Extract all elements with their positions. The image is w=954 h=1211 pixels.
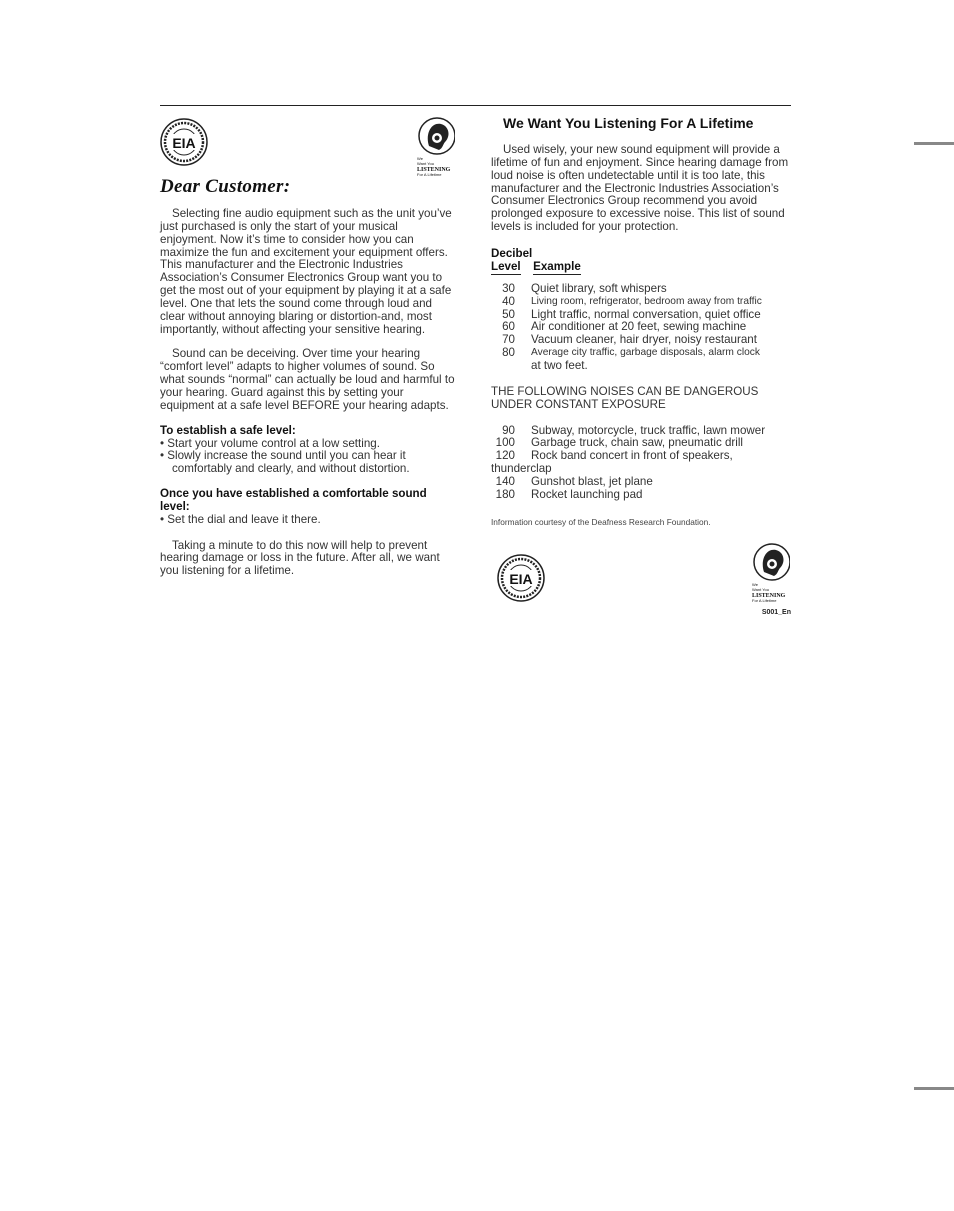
credit-note: Information courtesy of the Deafness Research Foundation. [491,516,711,527]
table-row: 100 Garbage truck, chain saw, pneumatic drill [495,436,744,450]
svg-text:EIA: EIA [509,571,533,587]
table-row: 120 Rock band concert in front of speakers, [495,449,733,463]
paragraph-deceiving: Sound can be deceiving. Over time your hearing “comfort level” adapts to higher volumes of sound. So what sounds “normal” can actually be loud and harmful to your hearing. Guard against this by setting your equipment at a safe level BEFORE your hearing adapts. [160,347,455,412]
svg-text:Want You: Want You [752,587,769,592]
established-bullet: • Set the dial and leave it there. [160,512,321,526]
svg-text:We: We [752,582,758,587]
document-code: S001_En [761,609,791,616]
svg-text:For A Lifetime: For A Lifetime [417,172,442,177]
table-row: 80 Average city traffic, garbage disposals, alarm clock [502,346,760,360]
danger-heading: THE FOLLOWING NOISES CAN BE DANGEROUS UNDER CONSTANT EXPOSURE [491,384,759,411]
table-row-continuation: at two feet. [531,358,588,372]
table-row: 140 Gunshot blast, jet plane [495,474,653,488]
svg-text:We: We [417,156,423,161]
paragraph-closing: Taking a minute to do this now will help to prevent hearing damage or loss in the future. After all, we want you listening for a lifetime. [160,538,440,578]
table-row: 180 Rocket launching pad [495,487,643,501]
svg-text:Want You: Want You [417,161,434,166]
table-row: 40 Living room, refrigerator, bedroom away from traffic [502,294,762,308]
level-header: Level [491,259,521,273]
established-heading: Once you have established a comfortable sound level: [160,487,427,513]
edge-mark-top [914,142,954,145]
svg-text:EIA: EIA [172,135,196,151]
top-rule [160,105,791,106]
example-header: Example [533,259,581,273]
salutation: Dear Customer: [160,176,291,197]
decibel-table-header [491,247,791,273]
svg-text:LISTENING: LISTENING [417,167,451,173]
danger-levels-list [491,425,791,502]
intro-paragraph: Used wisely, your new sound equipment will provide a lifetime of fun and enjoyment. Since hearing damage from loud noise is often undetectable until it is too late, this manufacturer and the Electronic Industries Association’s Consumer Electronics Group recommend you avoid prolonged exposure to excessive noise. This list of sound levels is included for your protection. [491,143,789,234]
safe-levels-list [491,283,791,373]
table-row: 50 Light traffic, normal conversation, quiet office [502,307,761,321]
listening-logo [415,116,455,178]
listening-logo [750,542,790,604]
decibel-header: Decibel [491,246,533,260]
edge-mark-bottom [914,1087,954,1090]
safe-level-bullet-2: • Slowly increase the sound until you can hear it comfortably and clearly, and without distortion. [160,449,410,476]
eia-logo [497,552,545,604]
table-row: 30 Quiet library, soft whispers [502,281,667,295]
table-row-continuation: thunderclap [491,462,552,476]
safe-level-heading: To establish a safe level: [160,423,296,437]
svg-text:For A Lifetime: For A Lifetime [752,598,777,603]
svg-text:LISTENING: LISTENING [752,593,786,599]
table-row: 70 Vacuum cleaner, hair dryer, noisy restaurant [502,333,757,347]
safe-level-bullet-1: • Start your volume control at a low setting. [160,436,380,450]
table-row: 60 Air conditioner at 20 feet, sewing machine [502,320,747,334]
table-row: 90 Subway, motorcycle, truck traffic, lawn mower [502,423,766,437]
section-title: We Want You Listening For A Lifetime [503,115,754,131]
paragraph-intro: Selecting fine audio equipment such as the unit you’ve just purchased is only the start of your musical enjoyment. Now it’s time to consider how you can maximize the fun and excitement your equipment offers. This manufacturer and the Electronic Industries Association’s Consumer Electronics Group want you to get the most out of your equipment by playing it at a safe level. One that lets the sound come through loud and clear without annoying blaring or distortion-and, most importantly, without affecting your sensitive hearing. [160,207,452,336]
eia-logo [160,116,208,168]
